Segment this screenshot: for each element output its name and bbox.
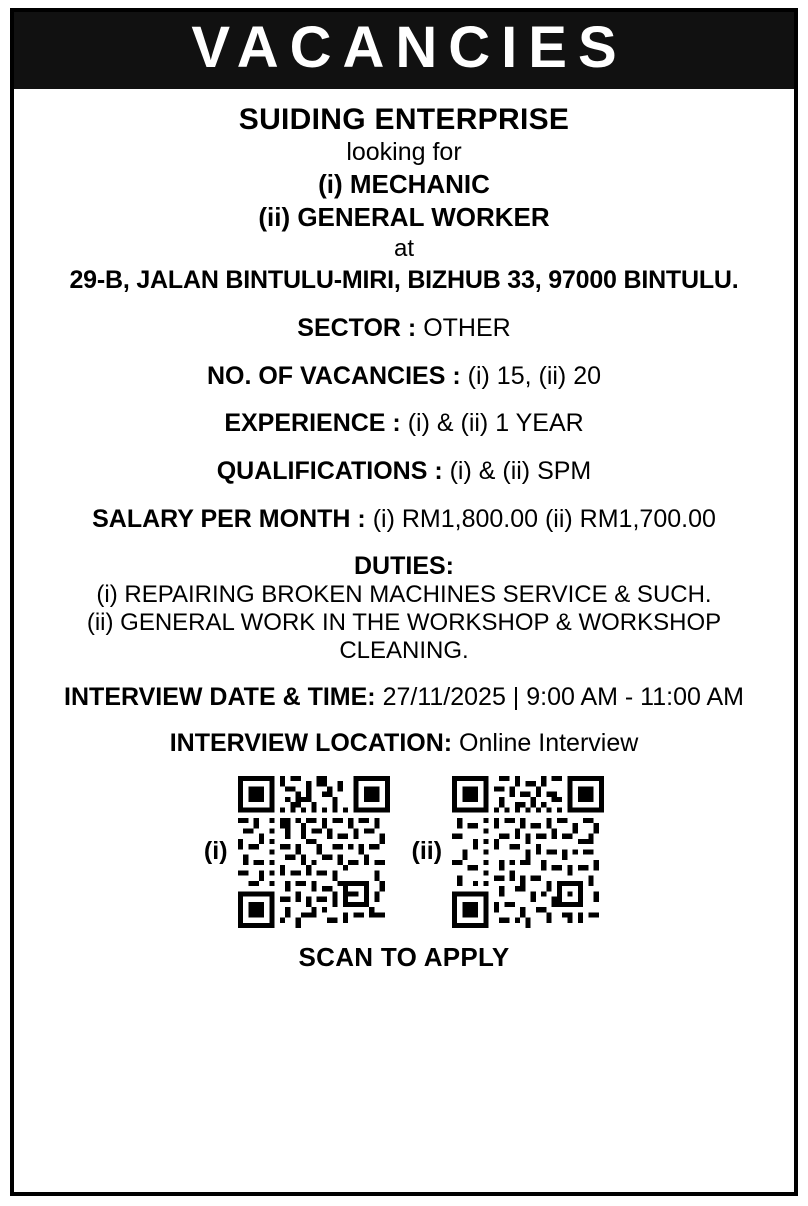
qr-block-2[interactable] [412,776,605,928]
duty-line-1: (i) REPAIRING BROKEN MACHINES SERVICE & SUCH. [96,580,712,608]
interview-location [28,729,780,758]
poster-frame [10,8,798,1196]
field-sector [28,314,780,343]
qr-code-icon-1[interactable] [238,776,390,928]
qr-label-2: (ii) [411,837,443,866]
role-2: (ii) GENERAL WORKER [258,201,550,232]
qr-code-row [28,776,780,928]
qr-code-icon-2[interactable] [452,776,604,928]
banner-title: VACANCIES [191,15,628,80]
company-address: 29-B, JALAN BINTULU-MIRI, BIZHUB 33, 97000 BINTULU. [69,265,739,294]
field-qualifications [28,457,780,486]
duty-line-3: CLEANING. [339,637,469,665]
role-1: (i) MECHANIC [318,168,490,199]
interview-location-value: Online Interview [459,728,639,757]
field-salary [28,505,780,534]
interview-datetime [28,683,780,712]
vacancies-banner [14,12,794,89]
duty-line-2: (ii) GENERAL WORK IN THE WORKSHOP & WORKSHOP [86,608,722,636]
field-salary-value: (i) RM1,800.00 (ii) RM1,700.00 [372,504,716,533]
field-sector-value: OTHER [423,313,511,342]
company-name: SUIDING ENTERPRISE [238,102,570,136]
field-salary-label: SALARY PER MONTH : [92,504,366,533]
field-sector-label: SECTOR : [297,313,417,342]
poster-body [14,89,794,1192]
interview-location-label: INTERVIEW LOCATION: [169,728,453,757]
field-no-of-vacancies [28,362,780,391]
field-experience-value: (i) & (ii) 1 YEAR [407,409,584,438]
interview-datetime-value: 27/11/2025 | 9:00 AM - 11:00 AM [382,682,744,711]
duties-section [28,552,780,666]
field-qualifications-value: (i) & (ii) SPM [449,457,592,486]
scan-to-apply-text: SCAN TO APPLY [298,941,510,972]
interview-datetime-label: INTERVIEW DATE & TIME: [64,682,376,711]
qr-block-1[interactable] [204,776,390,928]
field-no-of-vacancies-value: (i) 15, (ii) 20 [467,361,602,390]
qr-label-1: (i) [203,837,228,866]
duties-title: DUTIES: [354,551,454,580]
field-experience [28,409,780,438]
at-text: at [393,234,414,262]
field-no-of-vacancies-label: NO. OF VACANCIES : [206,361,461,390]
field-qualifications-label: QUALIFICATIONS : [216,457,443,486]
field-experience-label: EXPERIENCE : [224,409,401,438]
looking-for-text: looking for [346,137,462,166]
